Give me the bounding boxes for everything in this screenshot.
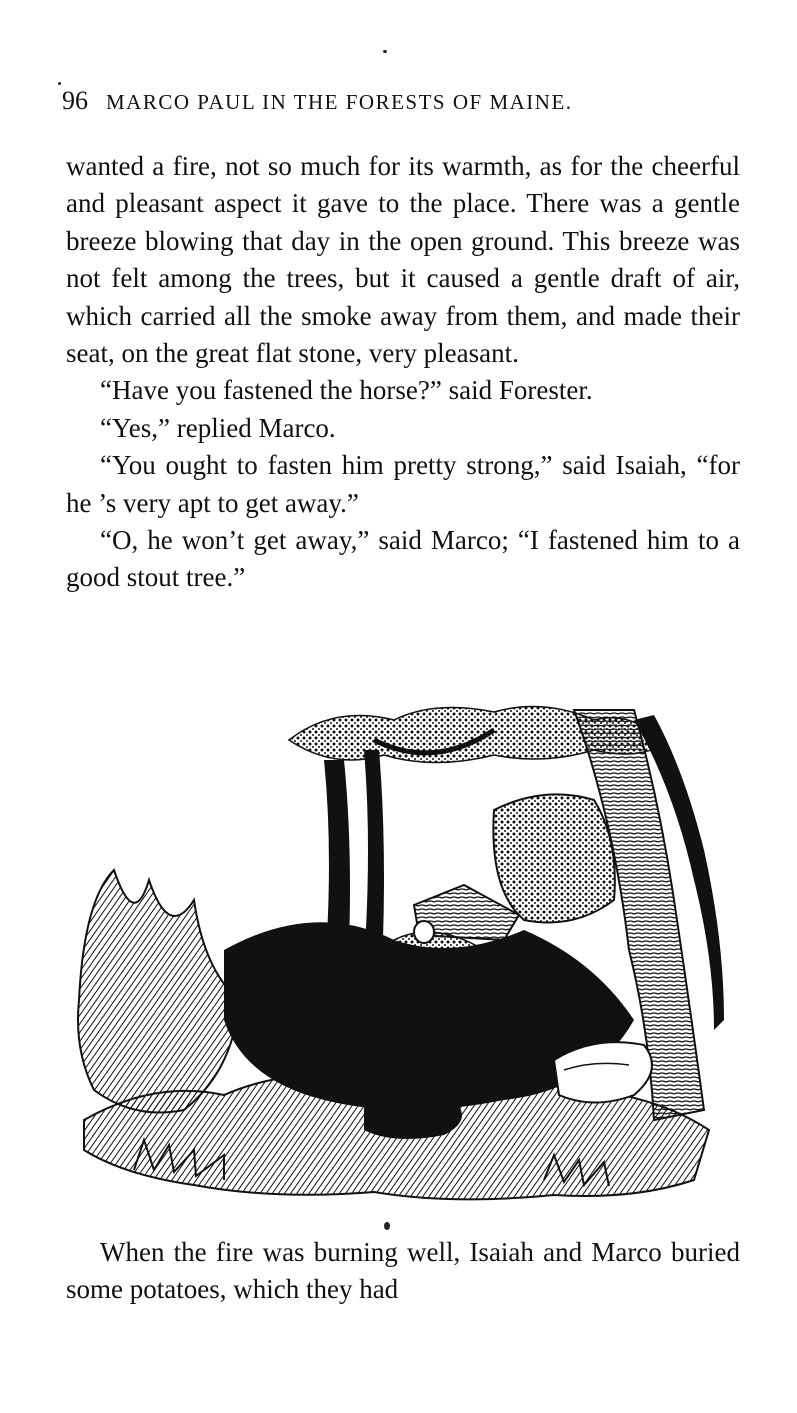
ink-speck — [58, 82, 61, 85]
foreground-stones — [554, 1042, 652, 1102]
paragraph: When the fire was burning well, Isaiah and Marco buried some potatoes, which they had — [66, 1237, 740, 1305]
left-bush — [78, 870, 239, 1113]
ink-speck — [384, 1222, 390, 1230]
figure-head — [414, 921, 434, 943]
main-text — [66, 148, 740, 597]
paragraph: “O, he won’t get away,” said Marco; “I fastened him to a good stout tree.” — [66, 525, 740, 593]
continuation-text — [66, 1234, 740, 1309]
page-number: 96 — [62, 86, 88, 115]
paragraph: “You ought to fasten him pretty strong,” said Isaiah, “for he ’s very apt to get away.” — [66, 450, 740, 518]
paragraph: “Have you fastened the horse?” said Forester. — [100, 375, 593, 406]
woodcut-illustration — [74, 700, 724, 1205]
running-head — [62, 86, 752, 116]
tree-trunk — [319, 760, 350, 1030]
tree-trunk — [359, 750, 384, 1020]
paragraph: “Yes,” replied Marco. — [100, 412, 336, 443]
log — [364, 1096, 462, 1139]
ink-speck — [383, 50, 387, 53]
paragraph: wanted a fire, not so much for its warmth, as for the cheerful and pleasant aspect it gave to the place. There was a gentle breeze blowing that day in the open ground. This breeze was not felt among the trees, but it caused a gentle draft of air, which carried all the smoke away from them, and made their seat, on the great flat stone, very pleasant. — [66, 151, 740, 369]
boulder — [493, 794, 614, 922]
running-title: MARCO PAUL IN THE FORESTS OF MAINE. — [106, 90, 573, 114]
